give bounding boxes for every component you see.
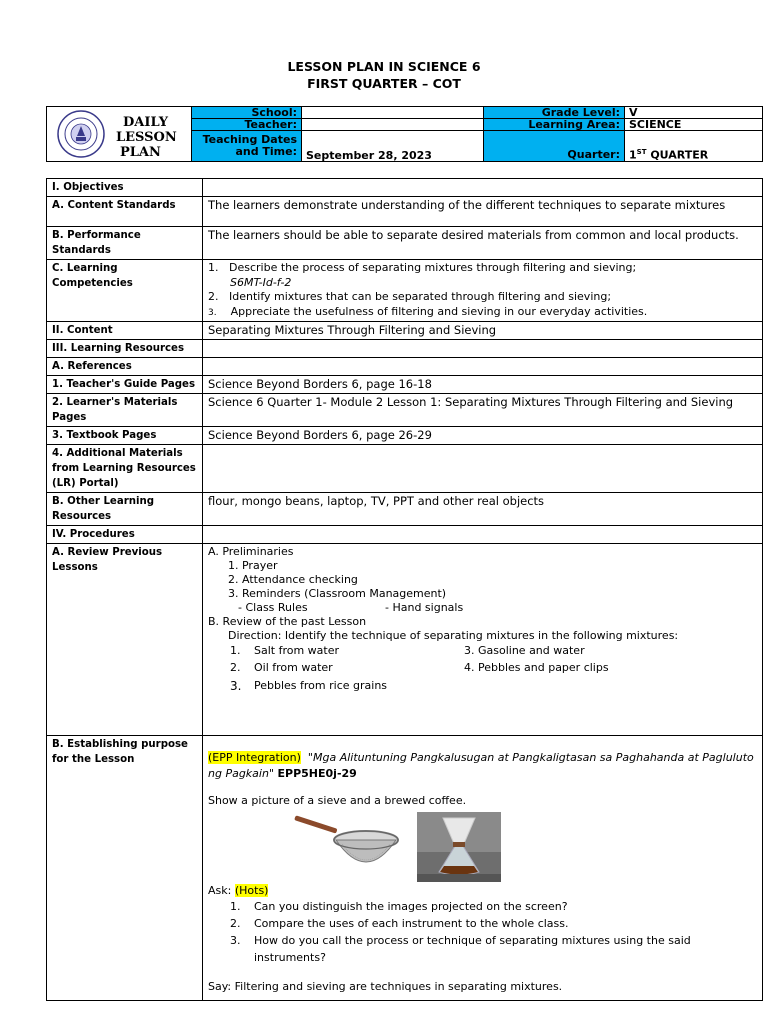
logo-cell (47, 107, 192, 162)
deped-seal-icon (57, 110, 105, 158)
hots-tag: (Hots) (234, 884, 269, 897)
teacher-label: Teacher: (192, 119, 302, 131)
content-standards-label: A. Content Standards (47, 197, 203, 227)
school-label: School: (192, 107, 302, 119)
images-row (208, 812, 757, 884)
daily-lesson-plan-label: DAILY LESSON PLAN (116, 115, 177, 160)
sieve-image (294, 814, 404, 874)
teachers-guide-label: 1. Teacher's Guide Pages (47, 376, 203, 394)
review-content: A. Preliminaries 1. Prayer 2. Attendance checking 3. Reminders (Classroom Management) - Class Rules - Hand signals B. Review of the past Lesson Direction: Identify the technique of separating mixtures in the following mixtures: 1. Salt from water 3. Gasoline and water 2. Oil from water 4. Pebbles and paper clips 3. Pebbles from rice grains (203, 544, 763, 736)
lesson-plan-table (46, 178, 763, 1001)
textbook: Science Beyond Borders 6, page 26-29 (203, 427, 763, 445)
quarter-value: 1ST QUARTER (625, 147, 763, 161)
purpose-content: (EPP Integration) "Mga Alituntuning Pangkalusugan at Pangkaligtasan sa Paghahanda at Pagluluto ng Pagkain" EPP5HE0j-29 Show a picture of a sieve and a brewed coffee. Ask: (Hots) 1. Can you distinguish the images projected on the screen? 2. Compare the uses of each instrument to the whole class. 3. How do you call the process or technique of separating mixtures using the said instruments? Say: Filtering and sieving are techniques in separating mixtures. (203, 736, 763, 1001)
quarter-label: Quarter: (484, 147, 625, 161)
brewed-coffee-image (417, 812, 501, 882)
school-field[interactable] (302, 107, 484, 119)
doc-title: LESSON PLAN IN SCIENCE 6 (287, 59, 481, 74)
competencies: 1. Describe the process of separating mixtures through filtering and sieving; S6MT-Id-f-2 2. Identify mixtures that can be separated through filtering and sieving; 3. Appreciate the usefulness of filtering and sieving in our everyday activities. (203, 260, 763, 322)
grade-label: Grade Level: (484, 107, 625, 119)
dates-value: September 28, 2023 (302, 131, 484, 162)
area-value: SCIENCE (625, 119, 763, 131)
learning-resources-label: III. Learning Resources (47, 340, 203, 358)
additional-materials-label: 4. Additional Materials from Learning Resources (LR) Portal) (47, 445, 203, 493)
performance-standards: The learners should be able to separate desired materials from common and local products. (203, 227, 763, 260)
procedures-label: IV. Procedures (47, 526, 203, 544)
header-table (46, 106, 763, 162)
learners-materials-label: 2. Learner's Materials Pages (47, 394, 203, 427)
content-standards: The learners demonstrate understanding of the different techniques to separate mixtures (203, 197, 763, 227)
content-label: II. Content (47, 322, 203, 340)
grade-value: V (625, 107, 763, 119)
review-label: A. Review Previous Lessons (47, 544, 203, 736)
other-resources: flour, mongo beans, laptop, TV, PPT and other real objects (203, 493, 763, 526)
other-resources-label: B. Other Learning Resources (47, 493, 203, 526)
performance-standards-label: B. Performance Standards (47, 227, 203, 260)
textbook-label: 3. Textbook Pages (47, 427, 203, 445)
learners-materials: Science 6 Quarter 1- Module 2 Lesson 1: Separating Mixtures Through Filtering and Sieving (203, 394, 763, 427)
references-label: A. References (47, 358, 203, 376)
purpose-label: B. Establishing purpose for the Lesson (47, 736, 203, 1001)
competencies-label: C. Learning Competencies (47, 260, 203, 322)
teacher-field[interactable] (302, 119, 484, 131)
teachers-guide: Science Beyond Borders 6, page 16-18 (203, 376, 763, 394)
doc-subtitle: FIRST QUARTER – COT (307, 76, 461, 91)
epp-integration-tag: (EPP Integration) (208, 751, 301, 764)
dates-label: Teaching Dates and Time: (192, 131, 302, 162)
area-label: Learning Area: (484, 119, 625, 131)
objectives-label: I. Objectives (47, 179, 203, 197)
content: Separating Mixtures Through Filtering and Sieving (203, 322, 763, 340)
